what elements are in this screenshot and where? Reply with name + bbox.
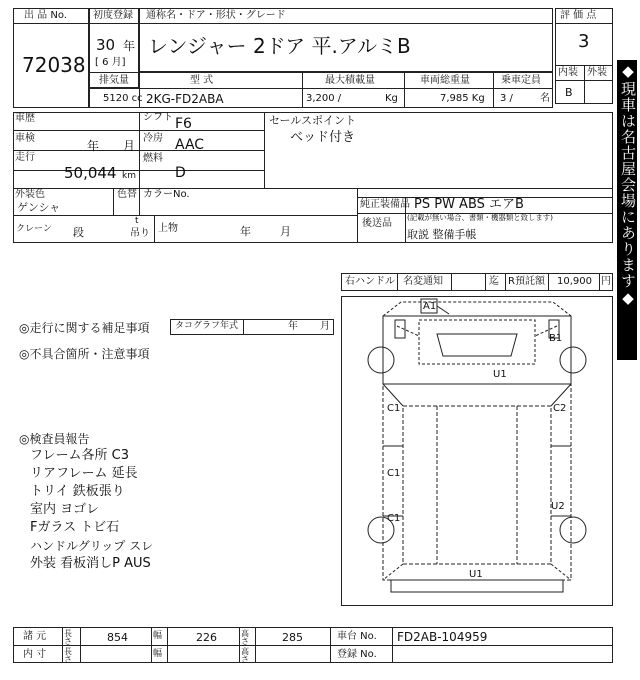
- max-load-unit: Kg: [385, 93, 398, 104]
- front-right-wheel: [560, 347, 586, 373]
- shift-label: シフト: [143, 112, 173, 123]
- inspector-line: トリイ 鉄板張り: [30, 484, 125, 499]
- sales-point-value: ベッド付き: [290, 130, 356, 145]
- inspector-line: ハンドルグリップ スレ: [30, 539, 154, 553]
- interior-height-label: 高さ: [241, 647, 249, 664]
- front-bumper: [383, 302, 571, 316]
- rear-bumper: [391, 580, 563, 592]
- damage-marker: U2: [551, 501, 565, 512]
- rear-right-wheel: [560, 517, 586, 543]
- exterior-color-label: 外装色: [15, 189, 45, 200]
- first-registration-label: 初度登録: [93, 10, 133, 21]
- front-left-wheel: [368, 347, 394, 373]
- crane-tonnage-unit: t: [135, 216, 139, 226]
- inspector-line: リアフレーム 延長: [30, 466, 138, 481]
- first-registration-month: [ 6 月]: [95, 57, 126, 68]
- damage-marker: C1: [387, 403, 401, 414]
- ac-value: AAC: [175, 137, 205, 153]
- damage-marker: U1: [493, 369, 507, 380]
- height-label: 高さ: [241, 629, 249, 646]
- tachograph-label: タコグラフ年式: [175, 321, 239, 331]
- inspector-line: 外装 看板消しP AUS: [30, 556, 151, 571]
- mileage-label: 走行: [15, 152, 35, 163]
- inspector-line: Fガラス トビ石: [30, 520, 120, 535]
- first-registration-year: 30: [96, 36, 116, 54]
- displacement-value: 5120 cc: [103, 93, 143, 104]
- crane-label: クレーン: [16, 224, 52, 234]
- ac-label: 冷房: [143, 133, 163, 144]
- recycle-deposit-label: R預託額: [508, 276, 545, 287]
- docs-note: (記載が無い場合、書類・機器類と致します): [407, 214, 553, 223]
- max-load-label: 最大積載量: [325, 75, 375, 86]
- interior-length-label: 長さ: [64, 647, 72, 664]
- shift-value: F6: [175, 116, 192, 132]
- recycle-deposit-unit: 円: [601, 276, 611, 287]
- car-name: レンジャー 2ドア 平.アルミB: [148, 34, 411, 58]
- mileage-value: 50,044: [64, 164, 117, 182]
- displacement-label: 排気量: [99, 75, 129, 86]
- gross-weight-value: 7,985 Kg: [440, 93, 485, 104]
- car-name-label: 通称名・ドア・形状・グレード: [146, 10, 286, 21]
- history-label: 車歴: [15, 113, 35, 124]
- cargo-bed: [383, 384, 571, 580]
- side-note: ◆現車は名古屋会場にあります◆: [619, 62, 637, 308]
- length-label: 長さ: [64, 629, 72, 646]
- gross-weight-label: 車両総重量: [420, 75, 470, 86]
- fuel-value: D: [175, 165, 186, 181]
- grade-value: 3: [578, 31, 590, 52]
- chassis-number: FD2AB-104959: [397, 630, 488, 644]
- recycle-deposit-value: 10,900: [557, 276, 592, 287]
- grade-label: 評 価 点: [560, 10, 597, 21]
- inspector-report-label: ◎検査員報告: [19, 432, 90, 446]
- equipment-label: 純正装備品: [360, 199, 410, 210]
- fuel-label: 燃料: [143, 153, 163, 164]
- year-unit: 年: [123, 39, 136, 53]
- color-change-label: 色替: [117, 189, 137, 200]
- lot-number-label: 出 品 No.: [24, 10, 67, 21]
- damage-marker: C1: [387, 468, 401, 479]
- inspection-year-unit: 年: [87, 139, 100, 153]
- model-label: 型 式: [190, 75, 214, 86]
- defects-label: ◎不具合箇所・注意事項: [19, 347, 150, 361]
- damage-marker: U1: [469, 569, 483, 580]
- width-label: 幅: [153, 631, 163, 641]
- cab-roof: [419, 320, 535, 364]
- tachograph-month: 月: [320, 321, 330, 332]
- docs-label: 後送品: [362, 218, 392, 229]
- damage-marker: C1: [387, 513, 401, 524]
- max-load-value: 3,200 /: [306, 93, 342, 104]
- tachograph-year: 年: [288, 321, 298, 332]
- equipment-value: PS PW ABS エアB: [414, 197, 524, 212]
- handle-side: 右ハンドル: [345, 276, 395, 287]
- interior-dim-label: 内 寸: [23, 649, 47, 660]
- registration-label: 登録 No.: [337, 649, 377, 660]
- crane-stage: 段: [73, 226, 84, 239]
- capacity-label: 乗車定員: [501, 75, 541, 86]
- mileage-unit: km: [122, 171, 136, 181]
- upper-body-year: 年: [240, 225, 251, 238]
- interior-grade: B: [565, 86, 573, 99]
- upper-body-month: 月: [280, 225, 291, 238]
- upper-body-label: 上物: [158, 223, 178, 234]
- lot-number: 72038: [22, 53, 86, 77]
- exterior-grade-label: 外装: [587, 67, 607, 78]
- capacity-unit: 名: [540, 93, 550, 104]
- crane-lift: 吊り: [130, 228, 150, 239]
- inspection-label: 車検: [15, 133, 35, 144]
- height-value: 285: [282, 631, 303, 644]
- cargo-inner: [403, 406, 551, 564]
- chassis-label: 車台 No.: [337, 631, 377, 642]
- interior-grade-label: 内装: [558, 67, 578, 78]
- spec-label: 諸 元: [23, 631, 47, 642]
- sales-point-label: セールスポイント: [269, 114, 357, 127]
- capacity-value: 3 /: [500, 93, 513, 104]
- docs-value: 取説 整備手帳: [407, 228, 477, 241]
- exterior-color-value: ゲンシャ: [17, 201, 61, 214]
- length-value: 854: [107, 631, 128, 644]
- width-value: 226: [196, 631, 217, 644]
- name-change-label: 名変通知: [403, 276, 443, 287]
- damage-marker: C2: [553, 403, 567, 414]
- damage-marker: B1: [549, 333, 563, 344]
- interior-width-label: 幅: [153, 649, 163, 659]
- driving-notes-label: ◎走行に関する補足事項: [19, 321, 150, 335]
- cab-outline: [383, 316, 571, 384]
- inspection-month-unit: 月: [123, 139, 136, 153]
- inspector-line: 室内 ヨゴレ: [30, 502, 100, 517]
- model-value: 2KG-FD2ABA: [146, 92, 224, 106]
- vehicle-diagram: [341, 296, 613, 606]
- inspector-line: フレーム各所 C3: [30, 448, 129, 463]
- damage-marker: A1: [423, 301, 437, 312]
- windshield: [437, 334, 517, 356]
- deadline-label: 迄: [489, 276, 499, 287]
- color-no-label: カラーNo.: [143, 189, 190, 200]
